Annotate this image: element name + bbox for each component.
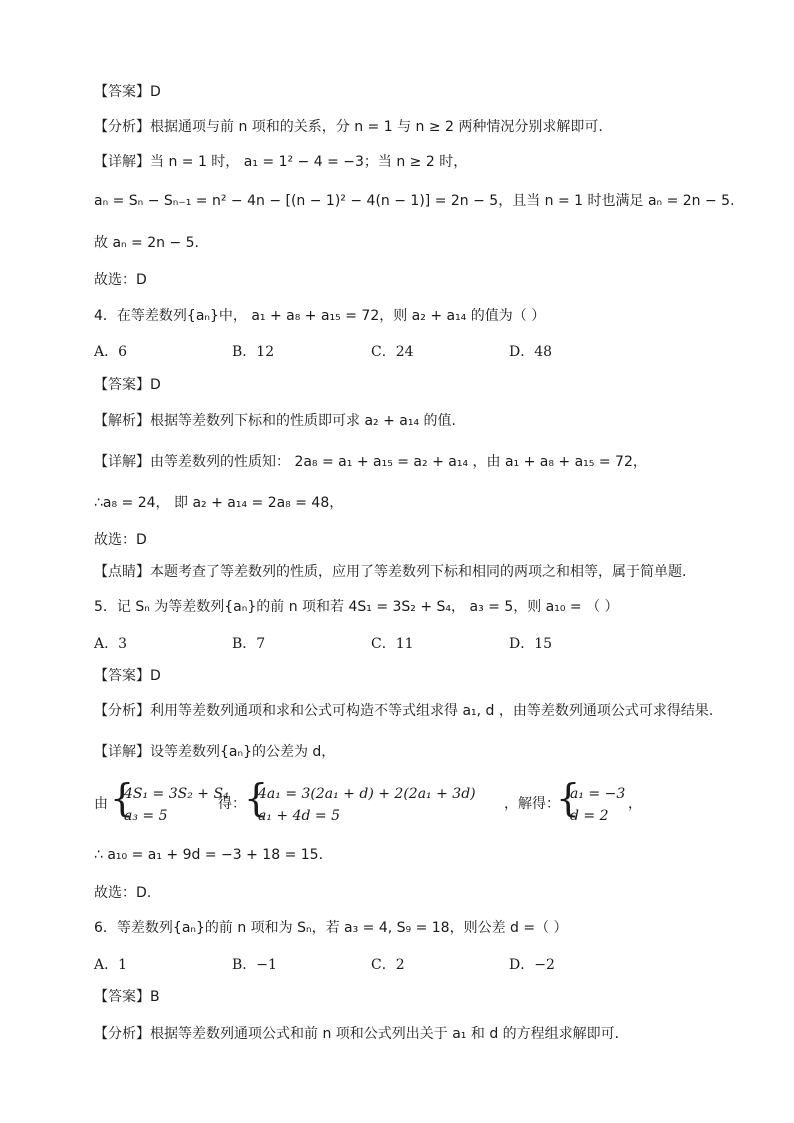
q4-option-a: A．6 bbox=[94, 344, 128, 360]
formula-line-q4: ∴a₈ = 24， 即 a₂ + a₁₄ = 2a₈ = 48， bbox=[94, 495, 344, 511]
system-2 bbox=[244, 776, 504, 826]
question-5: 5．记 Sₙ 为等差数列{aₙ}的前 n 项和若 4S₁ = 3S₂ + S₄， a₃ = 5，则 a₁₀ = （ ） bbox=[94, 599, 619, 615]
detail-line-q5: 【详解】设等差数列{aₙ}的公差为 d， bbox=[94, 744, 336, 760]
system-3-top: a₁ = −3 bbox=[570, 786, 626, 802]
q6-option-b: B．−1 bbox=[232, 957, 277, 973]
system-1-bottom: a₃ = 5 bbox=[124, 808, 168, 824]
system-3 bbox=[556, 776, 636, 826]
analysis-line-q3: 【分析】根据通项与前 n 项和的关系，分 n = 1 与 n ≥ 2 两种情况分别求解即可. bbox=[94, 119, 603, 135]
system-1-brace: { bbox=[110, 776, 135, 820]
system-3-bottom: d = 2 bbox=[570, 808, 609, 824]
equation-system-q5 bbox=[94, 776, 734, 826]
answer-line-q4: 【答案】D bbox=[94, 377, 161, 393]
analysis-line-q4: 【解析】根据等差数列下标和的性质即可求 a₂ + a₁₄ 的值. bbox=[94, 413, 456, 429]
answer-line-q6: 【答案】B bbox=[94, 989, 160, 1005]
q6-option-a: A．1 bbox=[94, 957, 128, 973]
system-mid-2: ，解得： bbox=[504, 796, 560, 812]
answer-line-q3: 【答案】D bbox=[94, 84, 161, 100]
result-line-q5: ∴ a₁₀ = a₁ + 9d = −3 + 18 = 15. bbox=[94, 847, 324, 863]
q5-option-d: D．15 bbox=[509, 636, 553, 652]
detail-line-q4: 【详解】由等差数列的性质知： 2a₈ = a₁ + a₁₅ = a₂ + a₁₄ ，由 a₁ + a₈ + a₁₅ = 72， bbox=[94, 454, 647, 470]
analysis-line-q6: 【分析】根据等差数列通项公式和前 n 项和公式列出关于 a₁ 和 d 的方程组求解即可． bbox=[94, 1026, 629, 1042]
q4-option-c: C．24 bbox=[371, 344, 414, 360]
conclusion-line-q3: 故 aₙ = 2n − 5. bbox=[94, 235, 200, 251]
question-6: 6．等差数列{aₙ}的前 n 项和为 Sₙ，若 a₃ = 4, S₉ = 18，则公差 d =（ ） bbox=[94, 920, 568, 936]
q4-option-b: B．12 bbox=[232, 344, 275, 360]
q5-option-a: A．3 bbox=[94, 636, 128, 652]
formula-line-q3: aₙ = Sₙ − Sₙ₋₁ = n² − 4n − [(n − 1)² − 4(n − 1)] = 2n − 5，且当 n = 1 时也满足 aₙ = 2n − 5. bbox=[94, 193, 735, 209]
q5-option-b: B．7 bbox=[232, 636, 266, 652]
system-2-top: 4a₁ = 3(2a₁ + d) + 2(2a₁ + 3d) bbox=[258, 786, 476, 802]
system-1-top: 4S₁ = 3S₂ + S₄ bbox=[124, 786, 229, 802]
choice-line-q3: 故选：D bbox=[94, 272, 147, 288]
choice-line-q4: 故选：D bbox=[94, 532, 147, 548]
system-suffix: ， bbox=[628, 796, 642, 812]
question-4: 4．在等差数列{aₙ}中， a₁ + a₈ + a₁₅ = 72，则 a₂ + a₁₄ 的值为（ ） bbox=[94, 308, 546, 324]
system-2-brace: { bbox=[244, 776, 269, 820]
system-mid-1: 得： bbox=[218, 796, 246, 812]
system-3-brace: { bbox=[556, 776, 581, 820]
comment-line-q4: 【点睛】本题考查了等差数列的性质，应用了等差数列下标和相同的两项之和相等，属于简单题. bbox=[94, 564, 687, 580]
system-2-bottom: a₁ + 4d = 5 bbox=[258, 808, 340, 824]
analysis-line-q5: 【分析】利用等差数列通项和求和公式可构造不等式组求得 a₁, d ，由等差数列通项公式可求得结果. bbox=[94, 703, 714, 719]
q5-option-c: C．11 bbox=[371, 636, 414, 652]
q4-option-d: D．48 bbox=[509, 344, 553, 360]
q6-option-c: C．2 bbox=[371, 957, 405, 973]
answer-line-q5: 【答案】D bbox=[94, 668, 161, 684]
q6-option-d: D．−2 bbox=[509, 957, 555, 973]
detail-line-q3: 【详解】当 n = 1 时， a₁ = 1² − 4 = −3；当 n ≥ 2 时， bbox=[94, 154, 468, 170]
choice-line-q5: 故选：D. bbox=[94, 885, 152, 901]
system-prefix: 由 bbox=[94, 796, 108, 812]
